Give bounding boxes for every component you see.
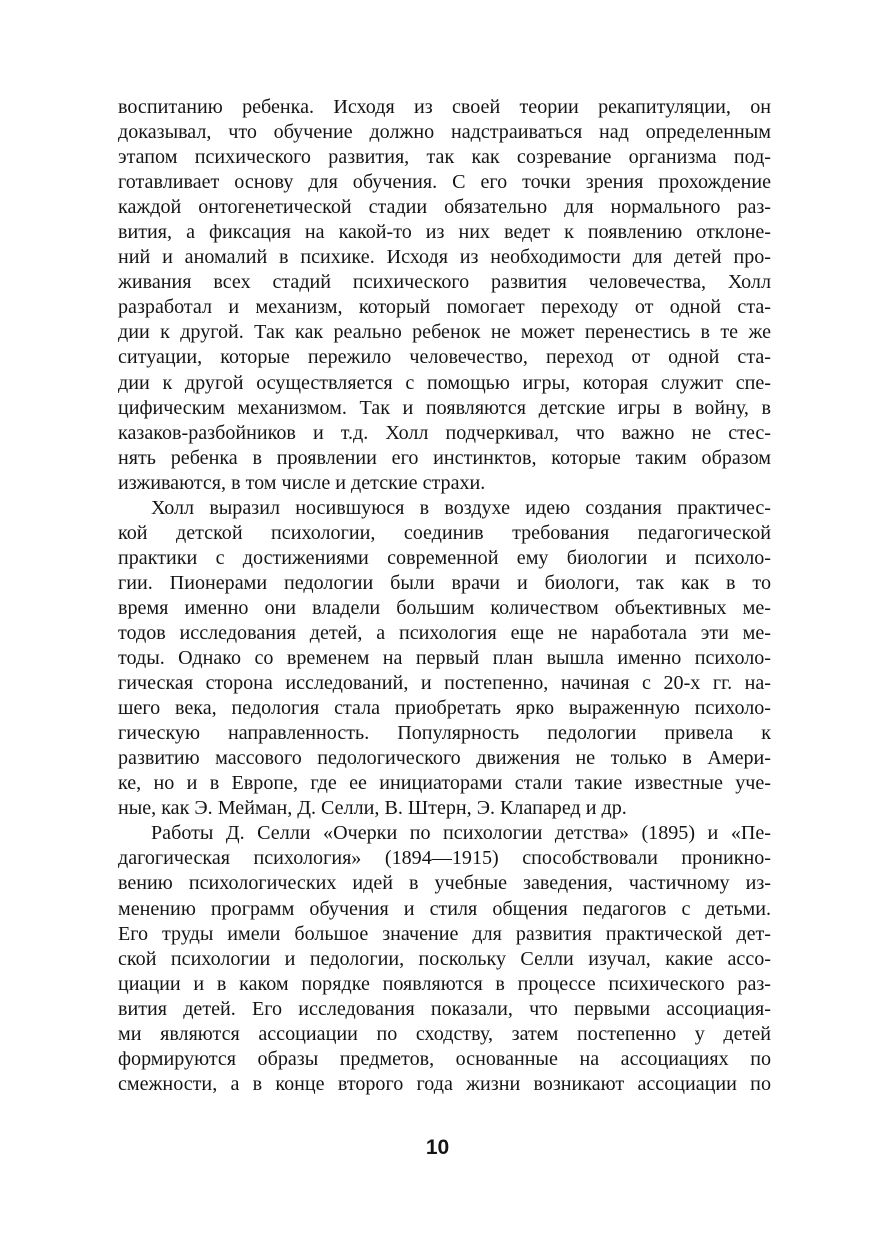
text-line: ской психологии и педологии, поскольку Селли изучал, какие ассо- [118,947,771,970]
text-line: смежности, а в конце второго года жизни возникают ассоциации по [118,1072,771,1095]
text-line: доказывал, что обучение должно надстраиваться над определенным [118,121,771,144]
text-line: тодов исследования детей, а психология еще не наработала эти ме- [118,621,771,644]
text-line: цифическим механизмом. Так и появляются детские игры в войну, в [118,396,771,419]
text-line: тоды. Однако со временем на первый план вышла именно психоло- [118,647,771,670]
text-line: разработал и механизм, который помогает переходу от одной ста- [118,296,771,319]
body-text [118,95,771,1097]
text-line: гическую направленность. Популярность педологии привела к [118,722,771,745]
text-line: готавливает основу для обучения. С его точки зрения прохождение [118,171,771,194]
paragraph-end-line: изживаются, в том числе и детские страхи. [118,471,486,494]
paragraph-start-line: Холл выразил носившуюся в воздухе идею создания практичес- [151,496,771,519]
text-line: вению психологических идей в учебные заведения, частичному из- [118,872,771,895]
text-line: гическая сторона исследований, и постепенно, начиная с 20-х гг. на- [118,672,771,695]
page-number: 10 [425,1136,450,1159]
text-line: время именно они владели большим количеством объективных ме- [118,596,771,619]
paragraph-end-line: ные, как Э. Мейман, Д. Селли, В. Штерн, Э. Клапаред и др. [118,797,627,820]
text-line: дии к другой. Так как реально ребенок не может перенестись в те же [118,321,771,344]
text-line: вития, а фиксация на какой-то из них ведет к появлению отклоне- [118,221,771,244]
text-line: дагогическая психология» (1894—1915) способствовали проникно- [118,847,771,870]
text-line: вития детей. Его исследования показали, что первыми ассоциация- [118,997,771,1020]
text-line: воспитанию ребенка. Исходя из своей теории рекапитуляции, он [118,96,771,118]
text-line: каждой онтогенетической стадии обязательно для нормального раз- [118,196,771,219]
text-line: ний и аномалий в психике. Исходя из необходимости для детей про- [118,246,771,269]
text-line: формируются образы предметов, основанные на ассоциациях по [118,1047,771,1070]
text-line: практики с достижениями современной ему биологии и психоло- [118,546,771,569]
text-line: Его труды имели большое значение для развития практической дет- [118,922,771,945]
text-line: ке, но и в Европе, где ее инициаторами стали такие известные уче- [118,772,771,795]
text-line: ми являются ассоциации по сходству, затем постепенно у детей [118,1022,771,1045]
paragraph-start-line: Работы Д. Селли «Очерки по психологии детства» (1895) и «Пе- [151,822,771,845]
text-line: ситуации, которые пережило человечество, переход от одной ста- [118,346,771,369]
text-line: развитию массового педологического движения не только в Амери- [118,747,771,770]
text-line: гии. Пионерами педологии были врачи и биологи, так как в то [118,571,771,594]
text-line: циации и в каком порядке появляются в процессе психического раз- [118,972,771,995]
text-line: кой детской психологии, соединив требования педагогической [118,521,771,544]
text-line: дии к другой осуществляется с помощью игры, которая служит спе- [118,371,771,394]
text-line: этапом психического развития, так как созревание организма под- [118,146,771,169]
text-line: нять ребенка в проявлении его инстинктов, которые таким образом [118,446,771,469]
text-line: казаков-разбойников и т.д. Холл подчеркивал, что важно не стес- [118,421,771,444]
text-line: шего века, педология стала приобретать ярко выраженную психоло- [118,697,771,720]
text-line: менению программ обучения и стиля общения педагогов с детьми. [118,897,771,920]
text-line: живания всех стадий психического развития человечества, Холл [118,271,771,294]
